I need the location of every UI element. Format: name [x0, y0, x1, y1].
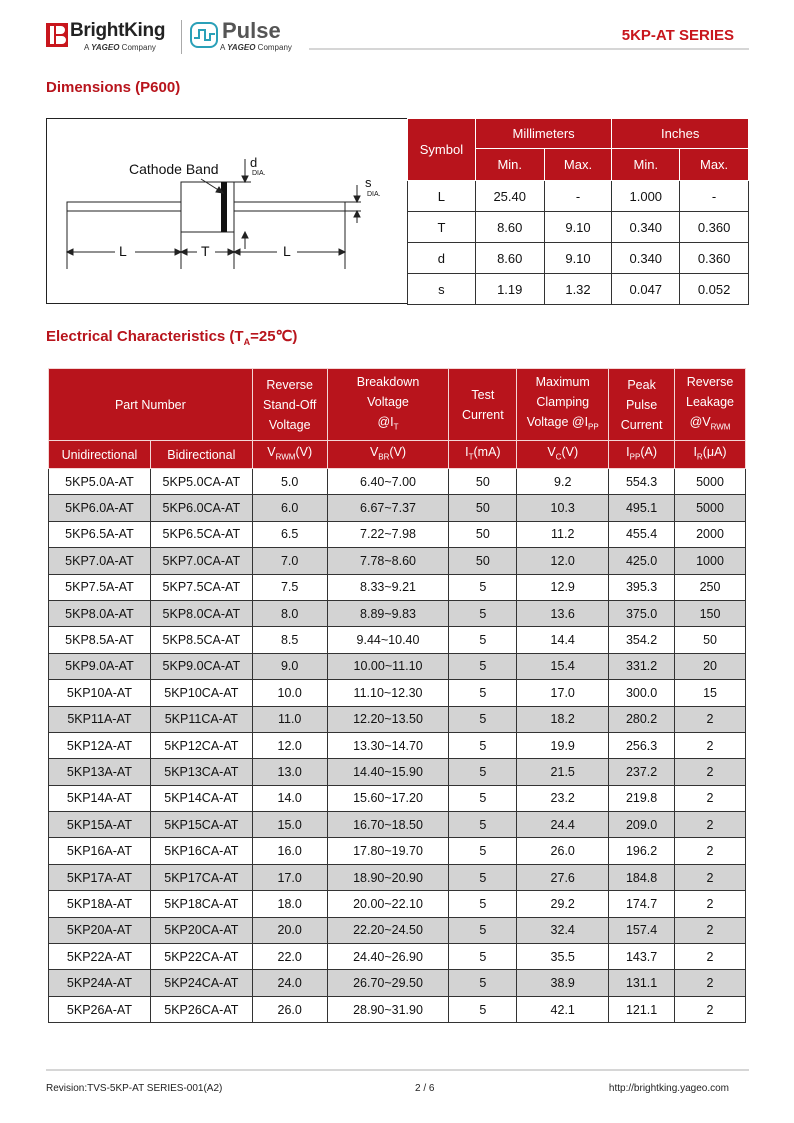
vbr-unit-header: $V_{BR}(V)$ [327, 441, 449, 469]
vrwm-cell: 9.0 [252, 653, 327, 679]
vbr-cell: 8.89~9.83 [327, 600, 449, 626]
vc-cell: 9.2 [517, 469, 609, 495]
vbr-cell: 20.00~22.10 [327, 891, 449, 917]
ipp-cell: 300.0 [609, 680, 675, 706]
uni-part-cell: 5KP6.5A-AT [49, 521, 151, 547]
ipp-cell: 280.2 [609, 706, 675, 732]
uni-part-cell: 5KP13A-AT [49, 759, 151, 785]
header-divider [309, 48, 749, 50]
vrwm-cell: 20.0 [252, 917, 327, 943]
vc-cell: 29.2 [517, 891, 609, 917]
s-dia-label: DIA. [367, 191, 381, 198]
uni-part-cell: 5KP22A-AT [49, 944, 151, 970]
vrwm-unit-header: $V_{RWM}(V)$ [252, 441, 327, 469]
series-title: 5KP-AT SERIES [621, 27, 734, 44]
bi-part-cell: 5KP15CA-AT [150, 812, 252, 838]
it-cell: 5 [449, 891, 517, 917]
vrwm-cell: 5.0 [252, 469, 327, 495]
it-cell: 5 [449, 574, 517, 600]
vbr-cell: 26.70~29.50 [327, 970, 449, 996]
brightking-name: BrightKing [70, 20, 166, 41]
ipp-cell: 375.0 [609, 600, 675, 626]
symbol-cell: L [408, 181, 476, 212]
vrwm-cell: 11.0 [252, 706, 327, 732]
clamping-header: Maximum Clamping Voltage $@I_{PP}$ [517, 369, 609, 441]
vbr-cell: 18.90~20.90 [327, 864, 449, 890]
mm-min-header: Min. [475, 149, 544, 181]
ipp-cell: 331.2 [609, 653, 675, 679]
vc-cell: 42.1 [517, 996, 609, 1022]
vrwm-cell: 7.5 [252, 574, 327, 600]
vc-cell: 19.9 [517, 732, 609, 758]
it-cell: 50 [449, 495, 517, 521]
ipp-cell: 256.3 [609, 732, 675, 758]
table-row [49, 495, 746, 521]
dimension-cell: 9.10 [544, 212, 612, 243]
ipp-cell: 143.7 [609, 944, 675, 970]
it-cell: 5 [449, 627, 517, 653]
ir-cell: 2 [675, 838, 746, 864]
it-cell: 50 [449, 548, 517, 574]
brightking-tagline: A YAGEO Company [84, 43, 156, 52]
vc-cell: 12.9 [517, 574, 609, 600]
uni-part-cell: 5KP7.5A-AT [49, 574, 151, 600]
vrwm-cell: 6.0 [252, 495, 327, 521]
ipp-cell: 174.7 [609, 891, 675, 917]
table-row [49, 759, 746, 785]
vc-cell: 13.6 [517, 600, 609, 626]
table-row [49, 574, 746, 600]
dimension-drawing [46, 118, 408, 304]
bidirectional-header: Bidirectional [150, 441, 252, 469]
dimension-cell: 0.052 [680, 274, 749, 305]
in-max-header: Max. [680, 149, 749, 181]
ir-cell: 5000 [675, 495, 746, 521]
ipp-cell: 131.1 [609, 970, 675, 996]
table-row [49, 785, 746, 811]
table-row [49, 812, 746, 838]
uni-part-cell: 5KP8.5A-AT [49, 627, 151, 653]
uni-part-cell: 5KP6.0A-AT [49, 495, 151, 521]
ipp-cell: 495.1 [609, 495, 675, 521]
ipp-cell: 196.2 [609, 838, 675, 864]
vrwm-cell: 17.0 [252, 864, 327, 890]
pulse-tagline: A YAGEO Company [220, 43, 292, 52]
mm-max-header: Max. [544, 149, 612, 181]
bi-part-cell: 5KP6.5CA-AT [150, 521, 252, 547]
vbr-cell: 22.20~24.50 [327, 917, 449, 943]
dimension-cell: 8.60 [475, 243, 544, 274]
peak-pulse-header: Peak Pulse Current [609, 369, 675, 441]
vc-cell: 27.6 [517, 864, 609, 890]
bi-part-cell: 5KP22CA-AT [150, 944, 252, 970]
uni-part-cell: 5KP15A-AT [49, 812, 151, 838]
ipp-cell: 184.8 [609, 864, 675, 890]
it-cell: 5 [449, 812, 517, 838]
vrwm-cell: 13.0 [252, 759, 327, 785]
uni-part-cell: 5KP18A-AT [49, 891, 151, 917]
it-unit-header: $I_T(mA)$ [449, 441, 517, 469]
vbr-cell: 9.44~10.40 [327, 627, 449, 653]
electrical-table-body [49, 469, 746, 1023]
dimension-cell: 1.32 [544, 274, 612, 305]
vc-unit-header: $V_C(V)$ [517, 441, 609, 469]
vrwm-cell: 16.0 [252, 838, 327, 864]
footer-divider [46, 1069, 749, 1071]
it-cell: 5 [449, 917, 517, 943]
symbol-cell: s [408, 274, 476, 305]
vbr-cell: 17.80~19.70 [327, 838, 449, 864]
uni-part-cell: 5KP20A-AT [49, 917, 151, 943]
ipp-cell: 354.2 [609, 627, 675, 653]
dimension-row [408, 181, 749, 212]
uni-part-cell: 5KP8.0A-AT [49, 600, 151, 626]
vbr-cell: 6.67~7.37 [327, 495, 449, 521]
table-row [49, 521, 746, 547]
bi-part-cell: 5KP18CA-AT [150, 891, 252, 917]
ipp-unit-header: $I_{PP}(A)$ [609, 441, 675, 469]
dimension-cell: 0.360 [680, 243, 749, 274]
it-cell: 5 [449, 970, 517, 996]
vc-cell: 12.0 [517, 548, 609, 574]
bi-part-cell: 5KP14CA-AT [150, 785, 252, 811]
uni-part-cell: 5KP5.0A-AT [49, 469, 151, 495]
table-row [49, 706, 746, 732]
vrwm-cell: 22.0 [252, 944, 327, 970]
vrwm-cell: 7.0 [252, 548, 327, 574]
brightking-logo-icon [46, 23, 68, 47]
millimeters-header: Millimeters [475, 119, 612, 149]
vrwm-cell: 6.5 [252, 521, 327, 547]
d-dia-label: DIA. [252, 170, 266, 177]
ir-cell: 2 [675, 759, 746, 785]
table-row [49, 917, 746, 943]
uni-part-cell: 5KP9.0A-AT [49, 653, 151, 679]
symbol-cell: T [408, 212, 476, 243]
bi-part-cell: 5KP9.0CA-AT [150, 653, 252, 679]
it-cell: 5 [449, 944, 517, 970]
d-label: d [250, 155, 258, 170]
ir-cell: 2 [675, 706, 746, 732]
it-cell: 5 [449, 996, 517, 1022]
vbr-cell: 28.90~31.90 [327, 996, 449, 1022]
electrical-table [48, 368, 746, 1023]
it-cell: 5 [449, 864, 517, 890]
it-cell: 50 [449, 469, 517, 495]
unidirectional-header: Unidirectional [49, 441, 151, 469]
vc-cell: 32.4 [517, 917, 609, 943]
table-row [49, 838, 746, 864]
dimension-cell: 1.19 [475, 274, 544, 305]
dimension-cell: 0.360 [680, 212, 749, 243]
vc-cell: 15.4 [517, 653, 609, 679]
bi-part-cell: 5KP7.0CA-AT [150, 548, 252, 574]
vrwm-cell: 26.0 [252, 996, 327, 1022]
table-row [49, 944, 746, 970]
bi-part-cell: 5KP5.0CA-AT [150, 469, 252, 495]
it-cell: 5 [449, 838, 517, 864]
vc-cell: 21.5 [517, 759, 609, 785]
vc-cell: 14.4 [517, 627, 609, 653]
ir-cell: 15 [675, 680, 746, 706]
table-row [49, 864, 746, 890]
bi-part-cell: 5KP6.0CA-AT [150, 495, 252, 521]
dimension-cell: 0.340 [612, 243, 680, 274]
vrwm-cell: 10.0 [252, 680, 327, 706]
it-cell: 5 [449, 706, 517, 732]
vrwm-cell: 8.0 [252, 600, 327, 626]
ipp-cell: 219.8 [609, 785, 675, 811]
table-row [49, 627, 746, 653]
vbr-cell: 16.70~18.50 [327, 812, 449, 838]
uni-part-cell: 5KP12A-AT [49, 732, 151, 758]
dimension-row [408, 274, 749, 305]
table-row [49, 600, 746, 626]
dimension-cell: 1.000 [612, 181, 680, 212]
ir-cell: 2000 [675, 521, 746, 547]
ir-cell: 20 [675, 653, 746, 679]
table-row [49, 469, 746, 495]
bi-part-cell: 5KP8.0CA-AT [150, 600, 252, 626]
ipp-cell: 237.2 [609, 759, 675, 785]
bi-part-cell: 5KP26CA-AT [150, 996, 252, 1022]
ipp-cell: 209.0 [609, 812, 675, 838]
uni-part-cell: 5KP7.0A-AT [49, 548, 151, 574]
inches-header: Inches [612, 119, 749, 149]
it-cell: 5 [449, 680, 517, 706]
dimension-row [408, 212, 749, 243]
diode-outline-drawing [47, 119, 407, 303]
bi-part-cell: 5KP20CA-AT [150, 917, 252, 943]
vbr-cell: 14.40~15.90 [327, 759, 449, 785]
page-number: 2 / 6 [415, 1083, 435, 1094]
ir-cell: 2 [675, 812, 746, 838]
dimension-cell: 0.340 [612, 212, 680, 243]
vrwm-cell: 8.5 [252, 627, 327, 653]
s-label: s [365, 175, 372, 190]
bi-part-cell: 5KP13CA-AT [150, 759, 252, 785]
symbol-cell: d [408, 243, 476, 274]
bi-part-cell: 5KP7.5CA-AT [150, 574, 252, 600]
ipp-cell: 455.4 [609, 521, 675, 547]
cathode-band-label: Cathode Band [129, 161, 219, 177]
it-cell: 5 [449, 600, 517, 626]
vc-cell: 23.2 [517, 785, 609, 811]
vbr-cell: 24.40~26.90 [327, 944, 449, 970]
vbr-cell: 7.22~7.98 [327, 521, 449, 547]
vc-cell: 18.2 [517, 706, 609, 732]
ipp-cell: 554.3 [609, 469, 675, 495]
ir-cell: 2 [675, 970, 746, 996]
it-cell: 5 [449, 785, 517, 811]
l-left-label: L [119, 243, 127, 259]
table-row [49, 548, 746, 574]
bi-part-cell: 5KP11CA-AT [150, 706, 252, 732]
pulse-logo-icon [190, 22, 218, 48]
website-link[interactable]: http://brightking.yageo.com [608, 1083, 729, 1094]
dimensions-heading: Dimensions (P600) [46, 79, 181, 96]
vrwm-cell: 12.0 [252, 732, 327, 758]
dimension-cell: 0.047 [612, 274, 680, 305]
brightking-logo [46, 20, 174, 56]
dimension-cell: - [544, 181, 612, 212]
revision-text: Revision:TVS-5KP-AT SERIES-001(A2) [46, 1083, 223, 1094]
ir-unit-header: $I_R(\mu A)$ [675, 441, 746, 469]
ipp-cell: 121.1 [609, 996, 675, 1022]
bi-part-cell: 5KP8.5CA-AT [150, 627, 252, 653]
part-number-header: Part Number [49, 369, 253, 441]
vbr-cell: 15.60~17.20 [327, 785, 449, 811]
uni-part-cell: 5KP10A-AT [49, 680, 151, 706]
logo-divider [181, 20, 182, 54]
it-cell: 5 [449, 732, 517, 758]
ir-cell: 2 [675, 917, 746, 943]
reverse-standoff-header: Reverse Stand-Off Voltage [252, 369, 327, 441]
bi-part-cell: 5KP12CA-AT [150, 732, 252, 758]
bi-part-cell: 5KP10CA-AT [150, 680, 252, 706]
uni-part-cell: 5KP26A-AT [49, 996, 151, 1022]
vbr-cell: 10.00~11.10 [327, 653, 449, 679]
vbr-cell: 11.10~12.30 [327, 680, 449, 706]
table-row [49, 891, 746, 917]
dimension-row [408, 243, 749, 274]
dimension-cell: 8.60 [475, 212, 544, 243]
ir-cell: 50 [675, 627, 746, 653]
in-min-header: Min. [612, 149, 680, 181]
it-cell: 50 [449, 521, 517, 547]
table-row [49, 680, 746, 706]
l-right-label: L [283, 243, 291, 259]
vc-cell: 26.0 [517, 838, 609, 864]
table-row [49, 970, 746, 996]
bi-part-cell: 5KP16CA-AT [150, 838, 252, 864]
dimensions-table [407, 118, 749, 305]
ir-cell: 5000 [675, 469, 746, 495]
ir-cell: 2 [675, 944, 746, 970]
vrwm-cell: 15.0 [252, 812, 327, 838]
uni-part-cell: 5KP24A-AT [49, 970, 151, 996]
vrwm-cell: 18.0 [252, 891, 327, 917]
vc-cell: 38.9 [517, 970, 609, 996]
vbr-cell: 7.78~8.60 [327, 548, 449, 574]
ir-cell: 2 [675, 996, 746, 1022]
vbr-cell: 12.20~13.50 [327, 706, 449, 732]
vrwm-cell: 14.0 [252, 785, 327, 811]
vbr-cell: 13.30~14.70 [327, 732, 449, 758]
breakdown-header: Breakdown Voltage $@I_T$ [327, 369, 449, 441]
dimension-cell: - [680, 181, 749, 212]
ir-cell: 1000 [675, 548, 746, 574]
ir-cell: 2 [675, 864, 746, 890]
table-row [49, 732, 746, 758]
it-cell: 5 [449, 653, 517, 679]
reverse-leakage-header: Reverse Leakage $@V_{RWM}$ [675, 369, 746, 441]
ipp-cell: 425.0 [609, 548, 675, 574]
uni-part-cell: 5KP14A-AT [49, 785, 151, 811]
vc-cell: 35.5 [517, 944, 609, 970]
bi-part-cell: 5KP17CA-AT [150, 864, 252, 890]
vbr-cell: 8.33~9.21 [327, 574, 449, 600]
ir-cell: 150 [675, 600, 746, 626]
ir-cell: 2 [675, 732, 746, 758]
ipp-cell: 395.3 [609, 574, 675, 600]
table-row [49, 653, 746, 679]
pulse-name: Pulse [222, 18, 281, 43]
it-cell: 5 [449, 759, 517, 785]
pulse-logo [190, 20, 310, 56]
uni-part-cell: 5KP17A-AT [49, 864, 151, 890]
vbr-cell: 6.40~7.00 [327, 469, 449, 495]
ir-cell: 250 [675, 574, 746, 600]
ipp-cell: 157.4 [609, 917, 675, 943]
test-current-header: Test Current [449, 369, 517, 441]
table-row [49, 996, 746, 1022]
dimension-cell: 9.10 [544, 243, 612, 274]
symbol-header: Symbol [408, 119, 476, 181]
electrical-heading: Electrical Characteristics $(T_A=25℃)$ [46, 328, 298, 347]
dimension-cell: 25.40 [475, 181, 544, 212]
vrwm-cell: 24.0 [252, 970, 327, 996]
ir-cell: 2 [675, 891, 746, 917]
t-label: T [201, 243, 210, 259]
uni-part-cell: 5KP11A-AT [49, 706, 151, 732]
ir-cell: 2 [675, 785, 746, 811]
dimensions-table-body [408, 181, 749, 305]
vc-cell: 24.4 [517, 812, 609, 838]
vc-cell: 17.0 [517, 680, 609, 706]
bi-part-cell: 5KP24CA-AT [150, 970, 252, 996]
vc-cell: 10.3 [517, 495, 609, 521]
vc-cell: 11.2 [517, 521, 609, 547]
uni-part-cell: 5KP16A-AT [49, 838, 151, 864]
